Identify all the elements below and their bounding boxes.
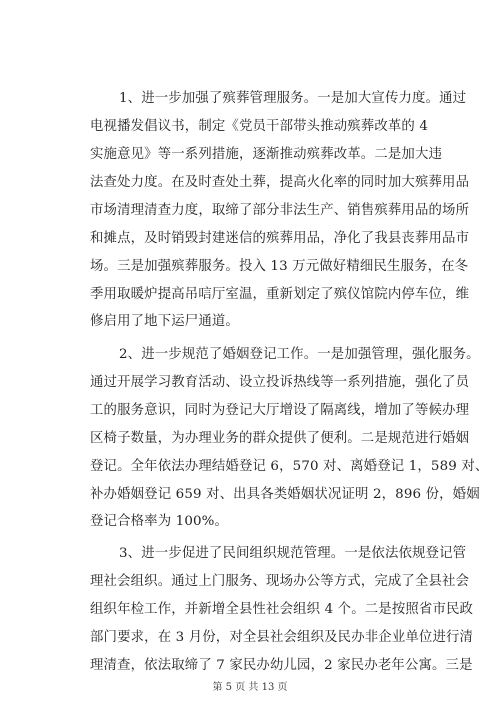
paragraph-1-line-2: 电视播发倡议书，制定《党员干部带头推动殡葬改革的 4 (90, 119, 429, 134)
paragraph-2-line-5: 登记。全年依法办理结婚登记 6，570 对、离婚登记 1，589 对、 (90, 459, 489, 474)
paragraph-3-line-2: 理社会组织。通过上门服务、现场办公等方式，完成了全县社会 (90, 574, 470, 589)
paragraph-1-line-9: 修启用了地下运尸通道。 (90, 314, 239, 329)
paragraph-2-line-2: 通过开展学习教育活动、设立投诉热线等一系列措施，强化了员 (90, 375, 470, 390)
paragraph-1-line-8: 季用取暖炉提高吊唁厅室温，重新划定了殡仪馆院内停车位，维 (90, 287, 470, 302)
paragraph-2-line-7: 登记合格率为 100%。 (90, 514, 229, 529)
paragraph-2-line-6: 补办婚姻登记 659 对、出具各类婚姻状况证明 2，896 份，婚姻 (90, 487, 480, 502)
paragraph-1-line-4: 法查处力度。在及时查处土葬，提高火化率的同时加大殡葬用品 (90, 175, 470, 190)
paragraph-2-line-1: 2、进一步规范了婚姻登记工作。一是加强管理，强化服务。 (119, 347, 480, 362)
paragraph-1-line-7: 场。三是加强殡葬服务。投入 13 万元做好精细民生服务，在冬 (90, 259, 469, 274)
paragraph-1-line-6: 和摊点，及时销毁封建迷信的殡葬用品，净化了我县丧葬用品市 (90, 231, 470, 246)
paragraph-3-line-5: 理清查，依法取缔了 7 家民办幼儿园，2 家民办老年公寓。三是 (90, 658, 473, 673)
paragraph-1-line-3: 实施意见》等一系列措施，逐渐推动殡葬改革。二是加大违 (90, 147, 443, 162)
paragraph-3-line-3: 组织年检工作，并新增全县性社会组织 4 个。二是按照省市民政 (90, 602, 474, 617)
paragraph-2-line-4: 区椅子数量，为办理业务的群众提供了便利。二是规范进行婚姻 (90, 431, 470, 446)
paragraph-1-line-5: 市场清理清查力度，取缔了部分非法生产、销售殡葬用品的场所 (90, 203, 470, 218)
paragraph-2-line-3: 工的服务意识，同时为登记大厅增设了隔离线，增加了等候办理 (90, 403, 470, 418)
paragraph-3-line-1: 3、进一步促进了民间组织规范管理。一是依法依规登记管 (119, 546, 467, 561)
paragraph-1-line-1: 1、进一步加强了殡葬管理服务。一是加大宣传力度。通过 (119, 91, 467, 106)
page-number-footer: 第 5 页 共 13 页 (212, 682, 288, 693)
paragraph-3-line-4: 部门要求，在 3 月份，对全县社会组织及民办非企业单位进行清 (90, 630, 474, 645)
